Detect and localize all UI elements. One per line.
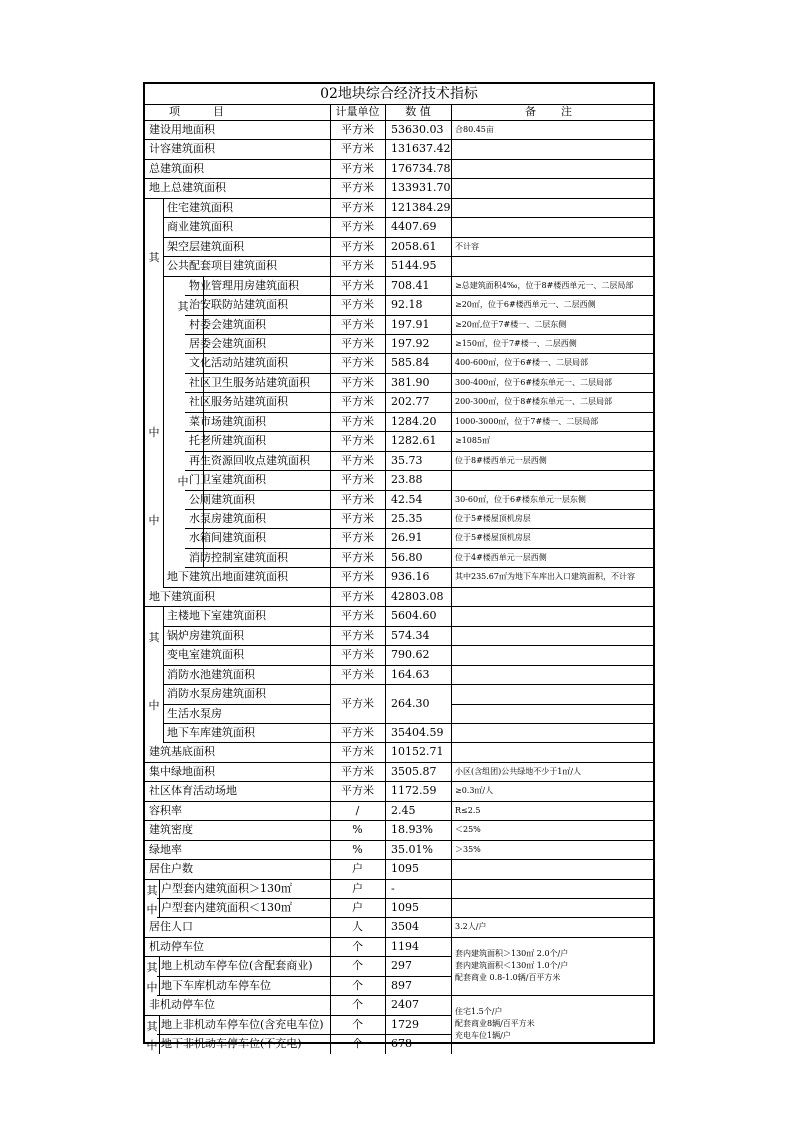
row-unit: 个 <box>352 959 363 973</box>
row-note: 不计容 <box>455 241 479 251</box>
row-unit: 户 <box>352 901 363 914</box>
header-item: 目 <box>213 105 224 118</box>
row-value: 35.73 <box>391 453 423 467</box>
row-label: 社区服务站建筑面积 <box>189 395 288 409</box>
bike-parking-note-line: 充电车位1辆/户 <box>455 1031 511 1041</box>
row-divider <box>451 898 653 899</box>
row-unit: 平方米 <box>341 142 374 156</box>
row-label: 居委会建筑面积 <box>189 336 266 350</box>
row-unit: / <box>355 803 360 817</box>
row-value: 1729 <box>391 1017 419 1031</box>
row-label: 物业管理用房建筑面积 <box>189 278 299 292</box>
row-value: 1282.61 <box>391 434 437 448</box>
row-unit: 个 <box>352 1017 363 1031</box>
row-unit: 平方米 <box>341 123 374 136</box>
row-label: 菜市场建筑面积 <box>189 414 266 428</box>
header-value: 数 值 <box>405 105 431 118</box>
car-parking-note-line: 配套商业 0.8-1.0辆/百平方米 <box>455 973 561 983</box>
row-divider <box>451 606 653 607</box>
group-label-qi: 其 <box>146 883 158 897</box>
row-label: 社区卫生服务站建筑面积 <box>189 375 310 389</box>
row-unit: 平方米 <box>341 317 374 331</box>
row-note: 位于4#楼西单元一层西侧 <box>455 552 547 562</box>
row-divider <box>451 879 653 880</box>
row-label: 水箱间建筑面积 <box>189 531 266 545</box>
row-label: 消防水池建筑面积 <box>167 667 255 681</box>
row-value: 3505.87 <box>391 764 437 778</box>
bike-parking-note <box>455 1006 535 1042</box>
merged-pump-value: 264.30 <box>391 696 430 710</box>
row-label: 地上总建筑面积 <box>149 181 226 195</box>
row-unit: 平方米 <box>341 375 374 389</box>
row-unit: 平方米 <box>341 550 374 564</box>
row-value: 56.80 <box>391 550 423 564</box>
row-value: 574.34 <box>391 628 430 642</box>
row-unit: 平方米 <box>341 434 374 448</box>
row-unit: 平方米 <box>341 298 374 312</box>
row-label: 建设用地面积 <box>149 123 215 136</box>
group-label-qi: 其 <box>146 961 158 975</box>
row-label: 商业建筑面积 <box>167 220 233 234</box>
row-label: 生活水泵房 <box>167 706 222 720</box>
row-label: 文化活动站建筑面积 <box>189 356 288 370</box>
row-note: ≥20㎡，位于6#楼西单元一、二层西侧 <box>455 300 596 310</box>
row-unit: 平方米 <box>341 784 374 798</box>
group-divider <box>203 276 204 568</box>
row-value: 1095 <box>391 862 419 876</box>
row-note: 小区(含组团)公共绿地不少于1㎡/人 <box>455 766 582 776</box>
row-note: 位于8#楼西单元一层西侧 <box>455 455 547 465</box>
row-unit: 户 <box>352 881 363 895</box>
row-label: 消防控制室建筑面积 <box>189 550 288 564</box>
row-unit: 平方米 <box>341 570 374 584</box>
row-divider <box>451 704 653 705</box>
row-value: 35.01% <box>391 842 433 856</box>
row-unit: 平方米 <box>341 609 374 623</box>
row-note: 3.2人/户 <box>455 922 487 932</box>
row-unit: 个 <box>352 978 363 992</box>
row-unit: 平方米 <box>341 200 374 214</box>
row-unit: 平方米 <box>341 336 374 350</box>
row-divider <box>451 684 653 685</box>
row-divider <box>451 995 653 996</box>
row-note: 合80.45亩 <box>455 125 494 134</box>
row-value: 53630.03 <box>391 123 444 136</box>
row-unit: 户 <box>352 862 363 876</box>
row-value: 1172.59 <box>391 784 437 798</box>
row-value: 381.90 <box>391 375 430 389</box>
row-unit: % <box>352 823 363 837</box>
row-label: 居住户数 <box>149 862 193 876</box>
row-unit: 人 <box>352 920 363 934</box>
row-label: 容积率 <box>149 803 182 817</box>
row-note: 300-400㎡，位于6#楼东单元一、二层局部 <box>455 377 613 387</box>
row-divider <box>451 256 653 257</box>
row-label: 变电室建筑面积 <box>167 648 244 662</box>
row-note: ＜25% <box>455 825 481 835</box>
row-value: 10152.71 <box>391 745 444 759</box>
row-note: 位于5#楼屋顶机房层 <box>455 514 531 523</box>
col-divider <box>330 104 331 1054</box>
row-value: 936.16 <box>391 570 430 584</box>
group-label-zhong: 中 <box>148 698 160 712</box>
row-label: 非机动停车位 <box>149 998 215 1012</box>
car-parking-note-line: 套内建筑面积＞130㎡ 2.0个/户 <box>455 949 569 959</box>
row-label: 主楼地下室建筑面积 <box>167 609 266 623</box>
row-divider <box>451 645 653 646</box>
group-divider <box>163 198 164 587</box>
row-label: 治安联防站建筑面积 <box>189 298 288 312</box>
row-value: 131637.42 <box>391 142 451 156</box>
row-unit: 平方米 <box>341 473 374 487</box>
row-value: 42803.08 <box>391 589 444 603</box>
row-divider <box>451 626 653 627</box>
row-unit: 个 <box>352 939 363 953</box>
row-label: 建筑基底面积 <box>149 745 215 759</box>
row-value: 26.91 <box>391 531 423 545</box>
row-label: 绿地率 <box>149 842 182 856</box>
row-unit: 平方米 <box>341 628 374 642</box>
row-divider <box>451 217 653 218</box>
row-unit: 平方米 <box>341 764 374 778</box>
row-divider <box>451 139 653 140</box>
row-divider <box>451 198 653 199</box>
row-value: 35404.59 <box>391 725 444 739</box>
row-label: 村委会建筑面积 <box>189 317 266 331</box>
row-value: 5604.60 <box>391 609 437 623</box>
row-label: 总建筑面积 <box>149 161 204 175</box>
row-note: 1000-3000㎡，位于7#楼一、二层局部 <box>455 416 599 426</box>
row-value: 1284.20 <box>391 414 437 428</box>
header-note: 备 <box>525 105 536 118</box>
row-value: 3504 <box>391 920 419 934</box>
row-value: 1194 <box>391 939 419 953</box>
col-divider <box>451 104 452 1054</box>
row-value: 133931.70 <box>391 181 451 195</box>
row-label: 地上机动车停车位(含配套商业) <box>161 959 313 973</box>
row-unit: 平方米 <box>341 745 374 759</box>
row-note: ≥总建筑面积4‰，位于8#楼西单元一、二层局部 <box>455 280 634 290</box>
row-unit: 平方米 <box>341 414 374 428</box>
row-label: 消防水泵房建筑面积 <box>167 687 266 701</box>
row-label: 户型套内建筑面积＞130㎡ <box>161 881 292 895</box>
row-label: 社区体育活动场地 <box>149 784 237 798</box>
row-unit: 平方米 <box>341 278 374 292</box>
row-label: 地上非机动车停车位(含充电车位) <box>161 1017 324 1031</box>
row-label: 水泵房建筑面积 <box>189 512 266 525</box>
row-note: 30-60㎡，位于6#楼东单元一层东侧 <box>455 494 586 504</box>
row-divider <box>451 159 653 160</box>
row-unit: 平方米 <box>341 648 374 662</box>
row-value: 2407 <box>391 998 419 1012</box>
header-unit: 计量单位 <box>335 105 380 118</box>
merged-pump-unit: 平方米 <box>341 696 374 710</box>
row-value: 164.63 <box>391 667 430 681</box>
row-value: 25.35 <box>391 512 423 525</box>
row-unit: 平方米 <box>341 512 374 525</box>
row-note: R≤2.5 <box>455 805 481 815</box>
row-label: 地下建筑面积 <box>149 589 215 603</box>
row-value: 18.93% <box>391 823 433 837</box>
row-unit: 平方米 <box>341 667 374 681</box>
col-divider <box>385 104 386 1054</box>
car-parking-note-line: 套内建筑面积＜130㎡ 1.0个/户 <box>455 961 569 971</box>
row-label: 地下建筑出地面建筑面积 <box>167 570 288 584</box>
row-label: 住宅建筑面积 <box>167 200 233 214</box>
car-parking-note <box>455 948 568 984</box>
group-label-zhong: 中 <box>177 475 189 489</box>
row-value: 708.41 <box>391 278 430 292</box>
group-label-zhong: 中 <box>148 514 160 527</box>
row-value: 202.77 <box>391 395 430 409</box>
row-divider <box>451 665 653 666</box>
row-value: 1095 <box>391 901 419 914</box>
row-label: 建筑密度 <box>149 823 193 837</box>
row-label: 集中绿地面积 <box>149 764 215 778</box>
row-label: 门卫室建筑面积 <box>189 473 266 487</box>
row-label: 托老所建筑面积 <box>189 434 266 448</box>
row-label: 机动停车位 <box>149 939 204 953</box>
group-label-qi: 其 <box>148 630 160 644</box>
group-divider <box>163 606 164 742</box>
row-value: 121384.29 <box>391 200 451 214</box>
row-divider <box>451 470 653 471</box>
row-divider <box>330 684 451 685</box>
row-value: 5144.95 <box>391 259 437 273</box>
row-note: ≥0.3㎡/人 <box>455 786 494 796</box>
row-divider <box>451 859 653 860</box>
row-divider <box>451 587 653 588</box>
row-unit: 个 <box>352 1037 363 1051</box>
row-divider <box>451 723 653 724</box>
row-note: 其中235.67㎡为地下车库出入口建筑面积，不计容 <box>455 572 635 582</box>
row-label: 户型套内建筑面积＜130㎡ <box>161 901 292 914</box>
row-note: ＞35% <box>455 844 481 854</box>
row-unit: 平方米 <box>341 395 374 409</box>
row-unit: 平方米 <box>341 239 374 253</box>
row-note: 400-600㎡，位于6#楼一、二层局部 <box>455 358 589 368</box>
row-value: 585.84 <box>391 356 430 370</box>
row-value: - <box>391 881 395 895</box>
row-value: 92.18 <box>391 298 423 312</box>
row-note: 位于5#楼屋顶机房层 <box>455 533 531 543</box>
row-label: 公厕建筑面积 <box>189 492 255 506</box>
row-unit: 平方米 <box>341 453 374 467</box>
row-unit: 平方米 <box>341 589 374 603</box>
row-value: 2.45 <box>391 803 416 817</box>
row-unit: % <box>352 842 363 856</box>
table-title: 02地块综合经济技术指标 <box>145 84 653 105</box>
row-divider <box>451 178 653 179</box>
row-label: 架空层建筑面积 <box>167 239 244 253</box>
row-value: 2058.61 <box>391 239 437 253</box>
row-value: 297 <box>391 959 412 973</box>
row-label: 再生资源回收点建筑面积 <box>189 453 310 467</box>
row-divider <box>451 937 653 938</box>
row-label: 计容建筑面积 <box>149 142 215 156</box>
row-value: 197.92 <box>391 336 430 350</box>
row-unit: 平方米 <box>341 220 374 234</box>
row-note: ≥150㎡，位于7#楼一、二层西侧 <box>455 338 577 348</box>
row-divider <box>451 742 653 743</box>
indicator-table <box>143 82 655 1053</box>
row-value: 897 <box>391 978 412 992</box>
row-value: 42.54 <box>391 492 423 506</box>
group-label-qi: 其 <box>148 251 160 265</box>
row-label: 地下车库建筑面积 <box>167 725 255 739</box>
group-label-qi: 其 <box>177 300 189 314</box>
group-label-zhong: 中 <box>146 980 158 994</box>
row-value: 23.88 <box>391 473 423 487</box>
row-label: 地下车库机动车停车位 <box>161 978 271 992</box>
row-unit: 平方米 <box>341 492 374 506</box>
row-note: 200-300㎡，位于8#楼东单元一、二层局部 <box>455 397 613 407</box>
row-unit: 平方米 <box>341 356 374 370</box>
row-unit: 平方米 <box>341 725 374 739</box>
header-note: 注 <box>561 105 572 118</box>
row-unit: 平方米 <box>341 181 374 195</box>
row-label: 公共配套项目建筑面积 <box>167 259 277 273</box>
row-label: 地下非机动车停车位(不充电) <box>161 1037 302 1051</box>
group-label-qi: 其 <box>146 1019 158 1033</box>
group-label-zhong: 中 <box>146 903 158 916</box>
row-label: 锅炉房建筑面积 <box>167 628 244 642</box>
row-unit: 个 <box>352 998 363 1012</box>
bike-parking-note-line: 住宅1.5个/户 <box>455 1007 503 1017</box>
row-value: 4407.69 <box>391 220 437 234</box>
row-note: ≥20㎡,位于7#楼一、二层东侧 <box>455 319 567 329</box>
row-value: 197.91 <box>391 317 430 331</box>
group-label-zhong: 中 <box>146 1039 158 1053</box>
row-label: 居住人口 <box>149 920 193 934</box>
row-unit: 平方米 <box>341 161 374 175</box>
header-item: 项 <box>169 105 180 118</box>
bike-parking-note-line: 配套商业8辆/百平方米 <box>455 1019 535 1029</box>
row-note: ≥1085㎡ <box>455 436 491 446</box>
row-unit: 平方米 <box>341 531 374 545</box>
group-label-zhong: 中 <box>148 426 160 440</box>
row-unit: 平方米 <box>341 259 374 273</box>
row-value: 176734.78 <box>391 161 451 175</box>
row-value: 790.62 <box>391 648 430 662</box>
row-value: 678 <box>391 1037 412 1051</box>
